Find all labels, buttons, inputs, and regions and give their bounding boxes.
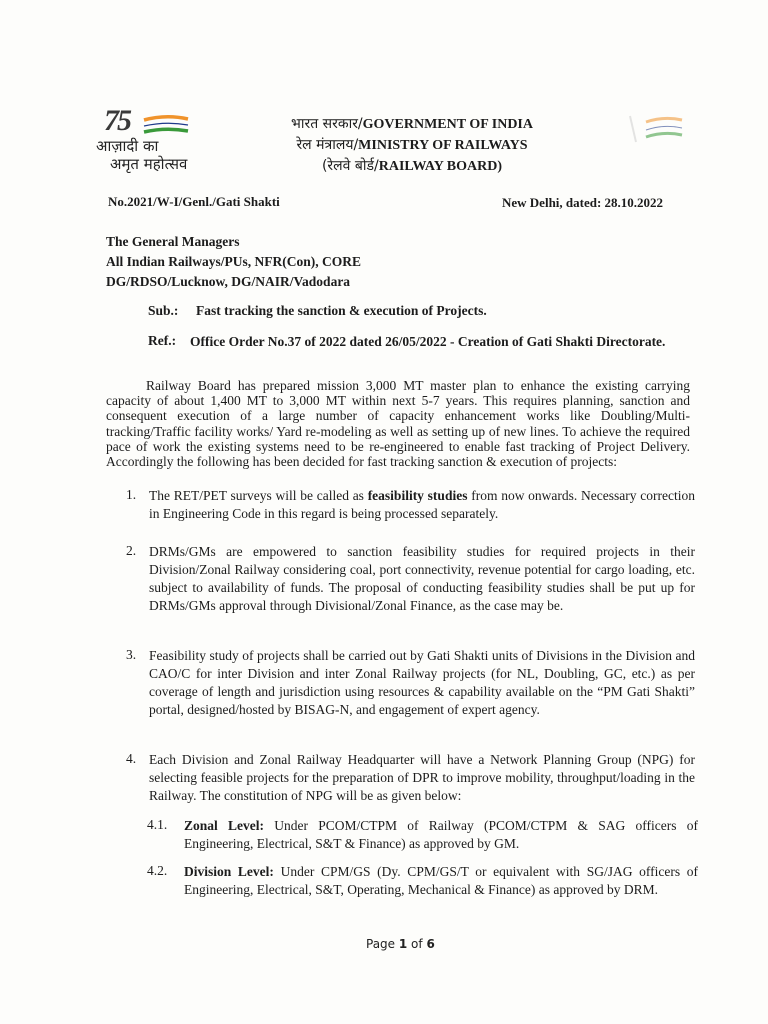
logo-line-1: आज़ादी का: [96, 137, 159, 155]
subpoint-4-2-text: Division Level: Under CPM/GS (Dy. CPM/GS/T or equivalent with SG/JAG officers of Engineering, Electrical, S&T, Operating, Mechanical & Finance) as approved by DRM.: [184, 864, 699, 897]
logo-line-2: अमृत महोत्सव: [110, 155, 188, 173]
letterhead-line-1: भारत सरकार/GOVERNMENT OF INDIA: [291, 116, 533, 132]
subpoint-4-1-text: Zonal Level: Under PCOM/CTPM of Railway (PCOM/CTPM & SAG officers of Engineering, Electrical, S&T & Finance) as approved by GM.: [184, 818, 698, 851]
letterhead: [262, 114, 562, 177]
page-number: Page 1 of 6: [366, 937, 435, 951]
point-4-text: Each Division and Zonal Railway Headquarter will have a Network Planning Group (NPG) for selecting feasible projects for the preparation of DPR to improve mobility, throughput/loading in the Railway. The constitution of NPG will be as given below:: [149, 752, 695, 803]
letter-number: No.2021/W-I/Genl./Gati Shakti: [108, 194, 280, 209]
logo-75-text: 75: [104, 104, 130, 137]
faint-flag-icon: [616, 112, 686, 146]
subpoint-heading: Zonal Level:: [184, 818, 264, 833]
subpoint-heading: Division Level:: [184, 864, 274, 879]
point-number: 4.: [126, 751, 137, 766]
subpoint-number: 4.2.: [147, 863, 168, 878]
emphasis-text: feasibility studies: [367, 488, 468, 503]
letterhead-line-2: रेल मंत्रालय/MINISTRY OF RAILWAYS: [296, 137, 528, 153]
subject-text: Fast tracking the sanction & execution of Projects.: [196, 303, 487, 318]
point-1-text: The RET/PET surveys will be called as feasibility studies from now onwards. Necessary correction in Engineering Code in this regard is being processed separately.: [149, 488, 695, 521]
subject-label: Sub.:: [148, 303, 179, 318]
point-number: 1.: [126, 487, 137, 502]
addressee-line: All Indian Railways/PUs, NFR(Con), CORE: [106, 254, 362, 269]
intro-paragraph: Railway Board has prepared mission 3,000 MT master plan to enhance the existing carrying capacity of about 1,400 MT to 3,000 MT within next 5-7 years. This requires planning, sanction and consequent execution of a large number of capacity enhancement works like Doubling/Multi-tracking/Traffic facility works/ Yard re-modeling as well as setting up of new lines. To achieve the required pace of work the existing systems need to be re-engineered to enable fast tracking of Project Delivery. Accordingly the following has been decided for fast tracking sanction & execution of projects:: [106, 378, 690, 470]
point-2-text: DRMs/GMs are empowered to sanction feasibility studies for required projects in their Division/Zonal Railway considering coal, port connectivity, revenue potential for cargo loading, etc. subject to availability of funds. The proposal of conducting feasibility studies shall be put up for DRMs/GMs approval through Divisional/Zonal Finance, as the case may be.: [149, 544, 695, 613]
faint-watermark-logo: [616, 112, 716, 172]
flag-swoosh-icon: [142, 114, 190, 136]
letterhead-line-3: (रेलवे बोर्ड/RAILWAY BOARD): [321, 158, 503, 174]
addressee-line: The General Managers: [106, 234, 240, 249]
point-number: 3.: [126, 647, 137, 662]
point-3-text: Feasibility study of projects shall be carried out by Gati Shakti units of Divisions in the Division and CAO/C for inter Division and inter Zonal Railway projects (for NL, Doubling, GC, etc.) as per coverage of length and jurisdiction using resources & capability available on the “PM Gati Shakti” portal, designed/hosted by BISAG-N, and engagement of expert agency.: [149, 648, 695, 717]
subpoint-number: 4.1.: [147, 817, 168, 832]
reference-label: Ref.:: [148, 333, 177, 348]
azadi-ka-amrit-mahotsav-logo: [96, 104, 226, 173]
addressee-block: [106, 232, 361, 292]
letter-date: New Delhi, dated: 28.10.2022: [502, 195, 664, 210]
reference-text: Office Order No.37 of 2022 dated 26/05/2022 - Creation of Gati Shakti Directorate.: [190, 334, 666, 349]
point-number: 2.: [126, 543, 137, 558]
addressee-line: DG/RDSO/Lucknow, DG/NAIR/Vadodara: [106, 274, 351, 289]
